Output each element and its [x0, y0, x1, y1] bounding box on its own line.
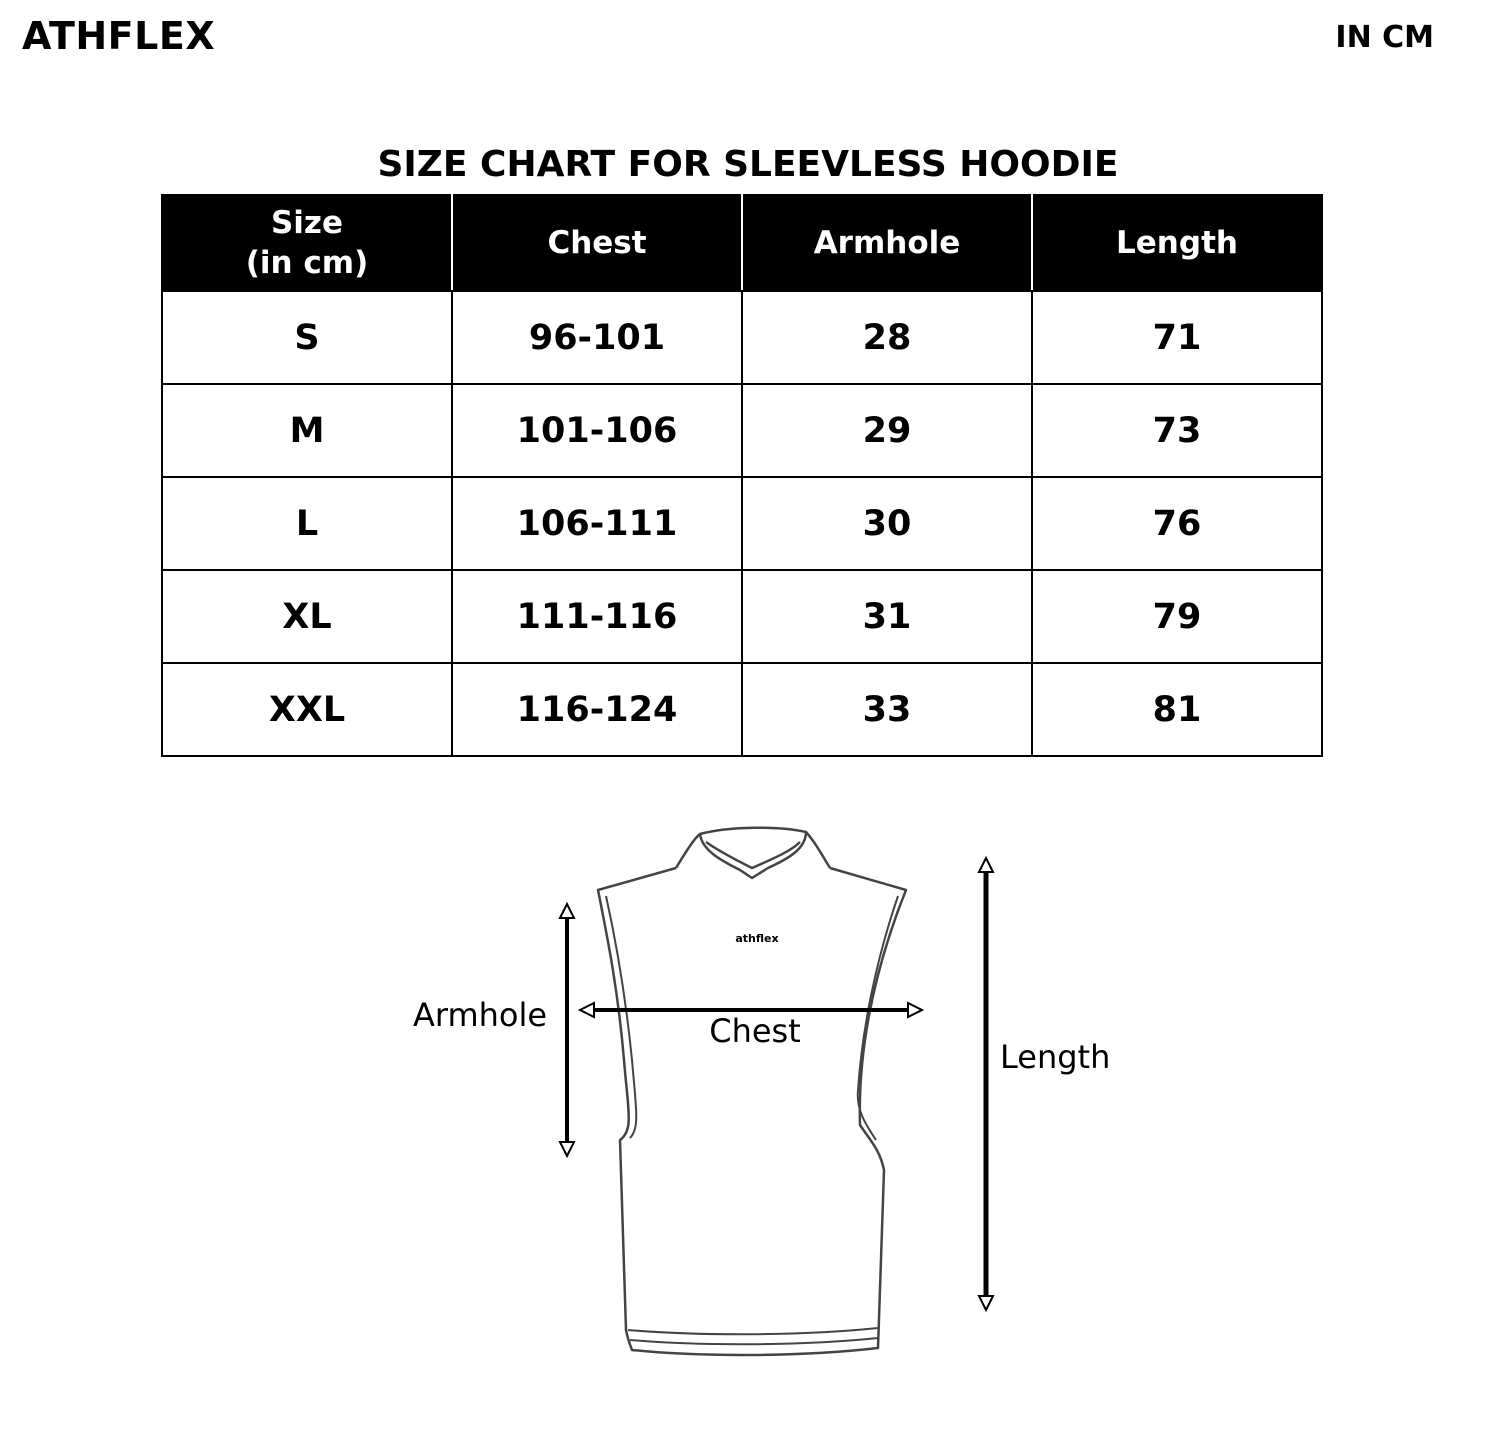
chest-label: Chest	[709, 1012, 801, 1050]
cell-size: S	[162, 291, 452, 384]
cell-chest: 116-124	[452, 663, 742, 756]
cell-length: 71	[1032, 291, 1322, 384]
cell-size: XL	[162, 570, 452, 663]
cell-armhole: 28	[742, 291, 1032, 384]
unit-label: IN CM	[1335, 20, 1434, 55]
size-table	[161, 194, 1323, 757]
cell-chest: 96-101	[452, 291, 742, 384]
header-size	[162, 195, 452, 291]
cell-length: 79	[1032, 570, 1322, 663]
garment-logo: athflex	[735, 932, 779, 945]
table-row	[162, 663, 1322, 756]
cell-armhole: 30	[742, 477, 1032, 570]
cell-size: L	[162, 477, 452, 570]
header-size-label: Size	[270, 205, 344, 241]
cell-length: 81	[1032, 663, 1322, 756]
table-row	[162, 291, 1322, 384]
table-row	[162, 477, 1322, 570]
header-size-unit: (in cm)	[245, 245, 369, 281]
cell-size: XXL	[162, 663, 452, 756]
length-label: Length	[1000, 1038, 1111, 1076]
cell-chest: 101-106	[452, 384, 742, 477]
page-title: SIZE CHART FOR SLEEVLESS HOODIE	[377, 144, 1119, 185]
header-armhole: Armhole	[742, 195, 1032, 291]
header-length: Length	[1032, 195, 1322, 291]
hoodie-outline	[598, 828, 906, 1355]
cell-armhole: 29	[742, 384, 1032, 477]
cell-length: 73	[1032, 384, 1322, 477]
table-row	[162, 384, 1322, 477]
cell-chest: 106-111	[452, 477, 742, 570]
cell-size: M	[162, 384, 452, 477]
cell-chest: 111-116	[452, 570, 742, 663]
cell-armhole: 33	[742, 663, 1032, 756]
cell-armhole: 31	[742, 570, 1032, 663]
table-row	[162, 570, 1322, 663]
cell-length: 76	[1032, 477, 1322, 570]
header-chest: Chest	[452, 195, 742, 291]
brand-logo: ATHFLEX	[22, 14, 216, 58]
table-header-row	[162, 195, 1322, 291]
armhole-label: Armhole	[412, 996, 548, 1034]
